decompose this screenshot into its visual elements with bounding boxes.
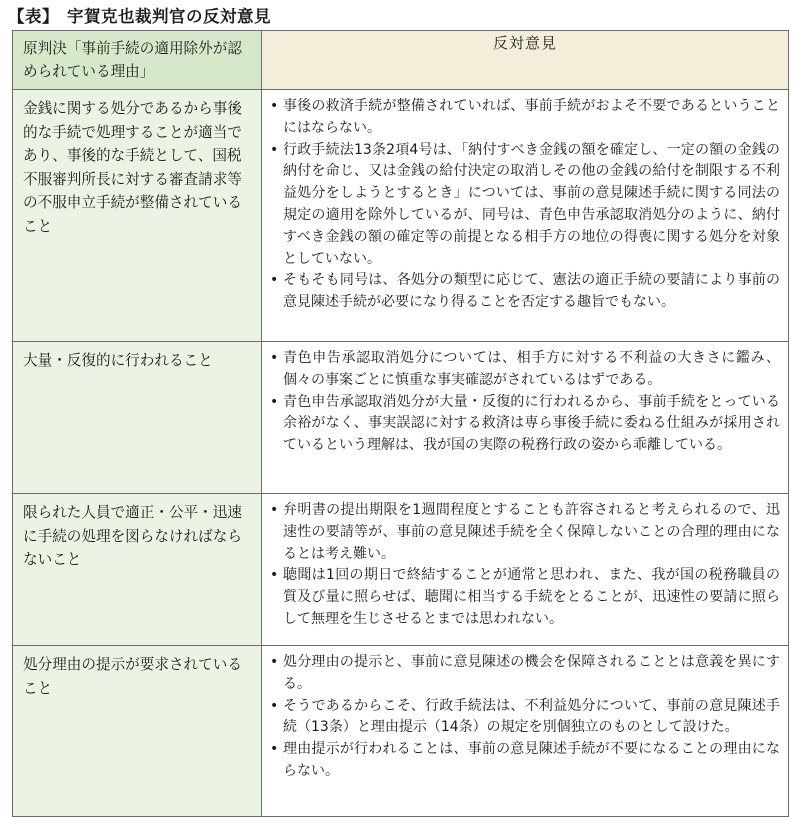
opinion-item: • 行政手続法13条2項4号は、「納付すべき金銭の額を確定し、一定の額の金銭の納付を命じ、又は金銭の給付決定の取消しその他の金銭の給付を制限する不利益処分をしようとするとき」については、事前の意見陳述手続に関する同法の規定の適用を除外しているが、同号は、青色申告承認取消処分のように、納付すべき金銭の額の確定等の前提となる相手方の地位の得喪に関する処分を対象としていない。 [270, 140, 780, 271]
opinion-item: • 聴聞は1回の期日で終結することが通常と思われ、また、我が国の税務職員の質及び量に照らせば、聴聞に相当する手続をとることが、迅速性の要請に照らして無理を生じさせるとまでは思われない。 [270, 565, 780, 630]
opinion-cell [262, 90, 789, 342]
opinion-cell [262, 494, 789, 646]
caption-label: 【表】 [8, 7, 59, 26]
table-row [13, 90, 789, 342]
reason-cell: 限られた人員で適正・公平・迅速に手続の処理を図らなければならないこと [13, 494, 262, 646]
opinion-item: • そもそも同号は、各処分の類型に応じて、憲法の適正手続の要請により事前の意見陳述手続が必要になり得ることを否定する趣旨でもない。 [270, 270, 780, 314]
reason-cell: 大量・反復的に行われること [13, 342, 262, 494]
header-dissenting-opinion: 反対意見 [262, 31, 789, 90]
table-header-row [13, 31, 789, 90]
reason-cell: 処分理由の提示が要求されていること [13, 646, 262, 817]
opinion-table [12, 30, 789, 817]
table-caption [8, 4, 271, 30]
opinion-item: • 青色申告承認取消処分が大量・反復的に行われるから、事前手続をとっている余裕がなく、事実誤認に対する救済は専ら事後手続に委ねる仕組みが採用されているという理解は、我が国の実際の税務行政の姿から乖離している。 [270, 392, 780, 457]
opinion-item: • 青色申告承認取消処分については、相手方に対する不利益の大きさに鑑み、個々の事案ごとに慎重な事実確認がされているはずである。 [270, 348, 780, 392]
opinion-cell [262, 646, 789, 817]
caption-title: 宇賀克也裁判官の反対意見 [67, 7, 271, 26]
opinion-item: • そうであるからこそ、行政手続法は、不利益処分について、事前の意見陳述手続（13条）と理由提示（14条）の規定を別個独立のものとして設けた。 [270, 696, 780, 740]
reason-cell: 金銭に関する処分であるから事後的な手続で処理することが適当であり、事後的な手続として、国税不服審判所長に対する審査請求等の不服申立手続が整備されていること [13, 90, 262, 342]
header-original-judgment: 原判決「事前手続の適用除外が認められている理由」 [13, 31, 262, 90]
table-row [13, 494, 789, 646]
opinion-item: • 処分理由の提示と、事前に意見陳述の機会を保障されることとは意義を異にする。 [270, 652, 780, 696]
opinion-item: • 理由提示が行われることは、事前の意見陳述手続が不要になることの理由にならない。 [270, 739, 780, 783]
opinion-cell [262, 342, 789, 494]
table-row [13, 646, 789, 817]
opinion-item: • 事後の救済手続が整備されていれば、事前手続がおよそ不要であるということにはならない。 [270, 96, 780, 140]
table-row [13, 342, 789, 494]
opinion-item: • 弁明書の提出期限を1週間程度とすることも許容されると考えられるので、迅速性の要請等が、事前の意見陳述手続を全く保障しないことの合理的理由になるとは考え難い。 [270, 500, 780, 565]
